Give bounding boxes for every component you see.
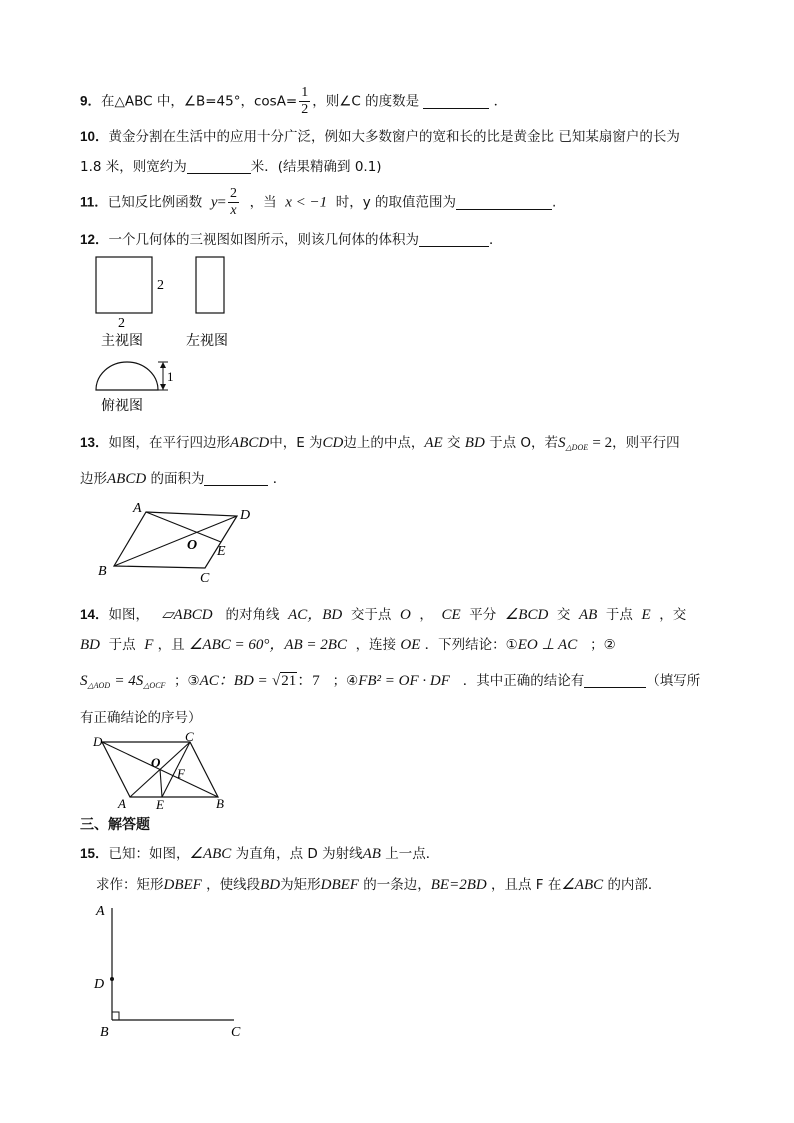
denominator: 2 [301, 102, 309, 117]
question-text: 交于点 [350, 607, 392, 623]
math-expr: BE=2BD [430, 877, 487, 893]
top-view-semicircle [96, 362, 158, 390]
answer-blank[interactable] [187, 159, 251, 174]
question-text: ，且点 F 在 [491, 877, 562, 893]
question-text: （填写所 [646, 673, 701, 689]
question-number: 13． [80, 435, 109, 450]
math-var: BD [464, 435, 485, 451]
front-view-square [96, 257, 152, 313]
math-op: = [217, 194, 227, 211]
segment-ce [162, 742, 190, 797]
parallelogram-figure-14 [90, 730, 235, 814]
math-var: O [399, 607, 411, 623]
segment-oe [160, 769, 162, 797]
math-var: S [558, 435, 566, 451]
question-14-line1 [80, 603, 686, 624]
math-var: ▱ABCD [161, 607, 213, 623]
question-number: 11． [80, 194, 108, 210]
parallelogram-abcd [114, 512, 237, 568]
question-text: ．其中正确的结论有 [462, 673, 585, 689]
section-title: 三、解答题 [80, 817, 150, 833]
question-text: ，则平行四 [612, 435, 680, 451]
label-A: A [118, 796, 126, 811]
label-D: D [93, 734, 103, 749]
label-C: C [231, 1025, 241, 1040]
label-O: O [151, 755, 161, 770]
label-B: B [98, 564, 107, 579]
fraction [299, 86, 310, 117]
math-var: ABCD [107, 471, 147, 487]
question-text: ，则∠C 的度数是 [312, 93, 420, 110]
question-text: 于点 [108, 637, 136, 653]
math-expr: = 4S [114, 673, 144, 689]
label-E: E [156, 797, 164, 812]
question-text: ，交 [659, 607, 687, 623]
math-var: CD [322, 435, 344, 451]
label-B: B [216, 796, 224, 811]
math-expr: AC：BD = [199, 673, 268, 689]
math-expr: ∠ABC [561, 877, 604, 893]
top-side-label: 1 [167, 369, 174, 384]
question-text: 1.8 米，则宽约为 [80, 159, 187, 175]
punctuation: ； [174, 673, 188, 689]
front-view-caption: 主视图 [101, 333, 143, 349]
question-10-line1 [80, 125, 680, 145]
question-text: 已知：如图， [108, 846, 190, 862]
answer-blank[interactable] [204, 471, 268, 486]
question-text: 如图，在平行四边形 [108, 435, 231, 451]
circled-number: ③ [187, 673, 200, 689]
question-number: 12． [80, 232, 109, 247]
math-subscript: △OCF [143, 681, 166, 690]
math-var: AE [424, 435, 443, 451]
front-side-label: 2 [157, 278, 164, 293]
math-expr: EO ⊥ AC [517, 637, 578, 653]
question-text: ， [419, 607, 433, 623]
question-text: ，当 [249, 194, 277, 211]
math-var: OE [400, 637, 421, 653]
question-text: 时，y 的取值范围为 [335, 194, 456, 211]
question-text: 求作：矩形 [96, 877, 164, 893]
label-E: E [217, 544, 226, 559]
answer-blank[interactable] [456, 195, 552, 210]
sqrt-radicand: 21 [281, 673, 297, 689]
question-text: 已知反比例函数 [107, 194, 203, 211]
math-var: AB [578, 607, 598, 623]
question-text: ．下列结论： [424, 637, 506, 653]
question-15-line1 [80, 842, 439, 863]
question-text: 的一条边， [363, 877, 431, 893]
answer-blank[interactable] [584, 673, 646, 688]
answer-blank[interactable] [423, 94, 489, 109]
question-text: 于点 [605, 607, 633, 623]
question-text: 的内部． [607, 877, 662, 893]
label-F: F [177, 766, 185, 781]
math-subscript: △DOE [565, 443, 589, 452]
punctuation: . [551, 194, 557, 211]
question-12 [80, 228, 503, 248]
question-text: ，且 [157, 637, 185, 653]
question-text: 边上的中点， [343, 435, 425, 451]
arrow-down-icon [160, 384, 166, 390]
circled-number: ② [603, 637, 616, 653]
label-C: C [200, 571, 210, 586]
punctuation: ． [493, 93, 508, 110]
question-13-line1 [80, 431, 680, 452]
math-var: CE [441, 607, 461, 623]
math-var: AC，BD [288, 607, 343, 623]
label-B: B [100, 1025, 109, 1040]
math-var: DBEF [163, 877, 202, 893]
question-text: 为矩形 [280, 877, 321, 893]
math-subscript: △AOD [87, 681, 111, 690]
front-bottom-label: 2 [118, 316, 125, 331]
question-text: 于点 O，若 [489, 435, 559, 451]
punctuation: ． [489, 232, 503, 248]
question-text: 交 [556, 607, 571, 623]
math-expr: ：7 [297, 673, 320, 689]
math-var: DBEF [320, 877, 359, 893]
question-text: 黄金分割在生活中的应用十分广泛，例如大多数窗户的宽和长的比是黄金比 已知某扇窗户的长为 [108, 129, 680, 145]
question-number: 10． [80, 129, 109, 144]
math-expr: x < −1 [285, 194, 328, 211]
question-14-line3 [80, 669, 700, 690]
question-text: 上一点． [385, 846, 440, 862]
punctuation: ． [272, 471, 287, 487]
question-text: 中，E 为 [269, 435, 323, 451]
numerator: 1 [301, 85, 309, 100]
question-number: 15． [80, 846, 109, 861]
left-view-caption: 左视图 [186, 333, 228, 349]
math-var: AB [362, 846, 381, 862]
question-15-line2 [96, 873, 661, 894]
question-14-line4 [80, 706, 202, 726]
numerator: 2 [230, 186, 238, 201]
point-d [110, 977, 114, 981]
question-11 [80, 187, 556, 218]
question-text: 在△ABC 中，∠B=45°，cosA= [101, 93, 298, 110]
three-views-figure [88, 252, 258, 418]
punctuation: ； [332, 673, 347, 689]
top-view-caption: 俯视图 [101, 398, 143, 414]
question-text: 为直角，点 D 为射线 [235, 846, 363, 862]
label-A: A [133, 501, 142, 516]
math-var: ABCD [230, 435, 270, 451]
question-text: 如图， [108, 607, 150, 623]
math-expr: ∠BCD [504, 607, 549, 623]
right-angle-mark [112, 1012, 119, 1020]
math-var: S [80, 673, 88, 689]
question-text: 交 [447, 435, 461, 451]
label-A: A [96, 904, 105, 919]
question-text: 米．(结果精确到 0.1) [250, 159, 382, 175]
math-var: F [144, 637, 154, 653]
math-var: BD [260, 877, 281, 893]
label-C: C [185, 730, 194, 744]
sqrt-sign: √ [271, 673, 281, 689]
question-text: ，使线段 [206, 877, 261, 893]
question-text: 有正确结论的序号） [80, 710, 202, 726]
question-14-line2 [80, 633, 616, 654]
question-text: ，连接 [355, 637, 397, 653]
answer-blank[interactable] [419, 232, 489, 247]
label-D: D [94, 977, 105, 992]
question-text: 的面积为 [150, 471, 205, 487]
question-text: 平分 [469, 607, 497, 623]
label-O: O [187, 538, 198, 553]
parallelogram-figure-13 [92, 498, 262, 590]
math-expr: ∠ABC = 60°，AB = 2BC [188, 637, 347, 653]
circled-number: ④ [346, 673, 359, 689]
math-var: BD [80, 637, 100, 653]
math-var: y [210, 194, 218, 211]
question-number: 14． [80, 607, 109, 622]
math-expr: FB² = OF · DF [358, 673, 450, 689]
denominator: x [230, 203, 237, 218]
math-expr: = 2 [592, 435, 613, 451]
question-13-line2 [80, 467, 286, 488]
label-D: D [240, 508, 251, 523]
left-view-rect [196, 257, 224, 313]
math-var: E [641, 607, 651, 623]
punctuation: ； [590, 637, 604, 653]
question-text: 的对角线 [225, 607, 280, 623]
question-9 [80, 86, 507, 117]
question-number: 9． [80, 93, 102, 109]
circled-number: ① [505, 637, 518, 653]
arrow-up-icon [160, 362, 166, 368]
right-angle-figure-15 [88, 898, 248, 1043]
question-10-line2 [80, 155, 382, 175]
question-text: 一个几何体的三视图如图所示，则该几何体的体积为 [108, 232, 420, 248]
math-expr: ∠ABC [189, 846, 232, 862]
fraction [228, 187, 239, 218]
question-text: 边形 [80, 471, 107, 487]
